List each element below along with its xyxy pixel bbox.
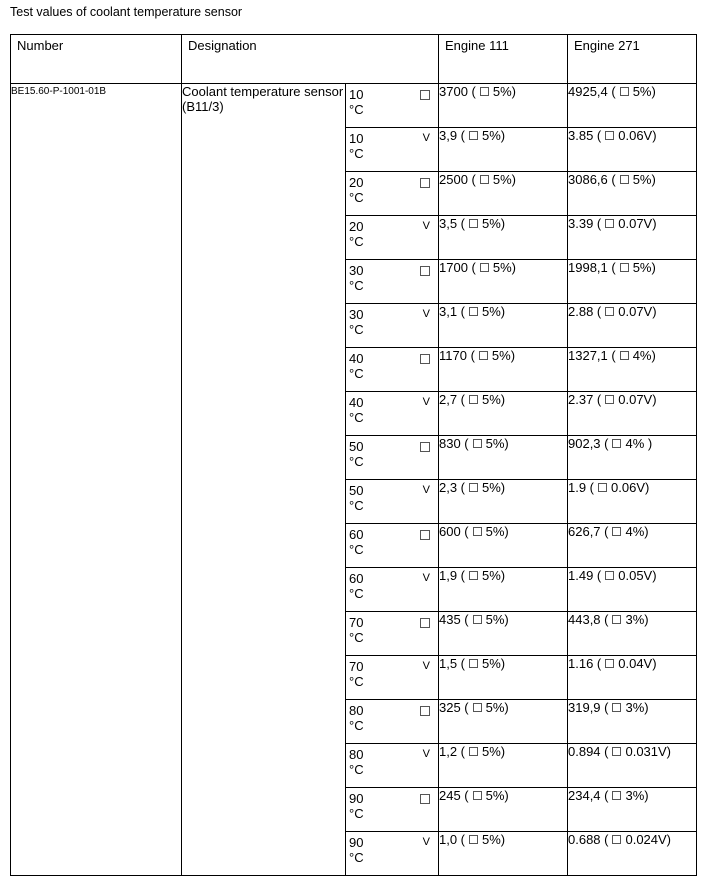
engine-271-nominal: 902,3 ( (568, 436, 609, 451)
tolerance-symbol-icon (473, 615, 482, 624)
tolerance-symbol-icon (469, 747, 478, 756)
temperature-unit: °C (349, 630, 364, 645)
tolerance-symbol-icon (612, 527, 621, 536)
tolerance-symbol-icon (469, 131, 478, 140)
document-number: BE15.60-P-1001-01B (11, 84, 182, 876)
tolerance-symbol-icon (473, 439, 482, 448)
measurement-unit: V (422, 572, 430, 584)
engine-271-value (568, 568, 697, 612)
temperature-unit: °C (349, 190, 364, 205)
engine-111-value (439, 304, 568, 348)
header-engine-111: Engine 111 (439, 35, 568, 84)
test-condition (346, 304, 439, 348)
header-engine-271: Engine 271 (568, 35, 697, 84)
tolerance-symbol-icon (473, 527, 482, 536)
engine-111-value (439, 216, 568, 260)
temperature-value: 50 (349, 439, 364, 454)
engine-271-nominal: 0.688 ( (568, 832, 609, 847)
engine-271-tolerance: 4% ) (625, 436, 653, 451)
header-row (11, 35, 697, 84)
ohm-symbol-icon (420, 354, 430, 364)
temperature-unit: °C (349, 586, 364, 601)
ohm-symbol-icon (420, 706, 430, 716)
engine-271-tolerance: 4%) (632, 348, 656, 363)
engine-111-nominal: 245 ( (439, 788, 469, 803)
engine-111-nominal: 2,3 ( (439, 480, 466, 495)
engine-111-value (439, 700, 568, 744)
engine-111-nominal: 2500 ( (439, 172, 476, 187)
header-designation: Designation (182, 35, 439, 84)
tolerance-symbol-icon (612, 835, 621, 844)
engine-111-tolerance: 5%) (485, 524, 509, 539)
tolerance-symbol-icon (598, 483, 607, 492)
engine-111-tolerance: 5%) (491, 348, 516, 363)
tolerance-symbol-icon (605, 219, 614, 228)
temperature-value: 30 (349, 307, 364, 322)
measurement-unit: V (422, 836, 430, 848)
engine-111-tolerance: 5%) (482, 392, 506, 407)
tolerance-symbol-icon (479, 351, 488, 360)
engine-271-value (568, 84, 697, 128)
engine-271-value (568, 524, 697, 568)
engine-271-nominal: 319,9 ( (568, 700, 609, 715)
temperature-value: 90 (349, 791, 364, 806)
test-condition (346, 128, 439, 172)
engine-111-tolerance: 5%) (482, 568, 506, 583)
measurement-unit: V (422, 396, 430, 408)
engine-271-nominal: 0.894 ( (568, 744, 609, 759)
tolerance-symbol-icon (469, 395, 478, 404)
ohm-symbol-icon (420, 794, 430, 804)
engine-271-value (568, 392, 697, 436)
engine-111-tolerance: 5%) (482, 216, 506, 231)
test-condition (346, 172, 439, 216)
temperature-value: 90 (349, 835, 364, 850)
ohm-symbol-icon (420, 530, 430, 540)
test-condition (346, 392, 439, 436)
engine-111-tolerance: 5%) (485, 788, 509, 803)
tolerance-symbol-icon (480, 87, 489, 96)
tolerance-symbol-icon (612, 703, 621, 712)
engine-271-nominal: 1.16 ( (568, 656, 602, 671)
ohm-symbol-icon (420, 178, 430, 188)
engine-111-nominal: 3,5 ( (439, 216, 466, 231)
engine-111-tolerance: 5%) (482, 832, 506, 847)
engine-271-tolerance: 0.05V) (618, 568, 657, 583)
component-designation: Coolant temperature sensor (B11/3) (182, 84, 346, 876)
tolerance-symbol-icon (605, 659, 614, 668)
engine-271-tolerance: 3%) (625, 788, 649, 803)
engine-271-tolerance: 0.06V) (618, 128, 657, 143)
measurement-unit: V (422, 220, 430, 232)
ohm-symbol-icon (420, 266, 430, 276)
engine-111-nominal: 3,1 ( (439, 304, 466, 319)
engine-111-nominal: 1,2 ( (439, 744, 466, 759)
temperature-unit: °C (349, 762, 364, 777)
temperature-unit: °C (349, 454, 364, 469)
temperature-value: 60 (349, 527, 364, 542)
engine-271-tolerance: 0.07V) (618, 216, 657, 231)
tolerance-symbol-icon (612, 747, 621, 756)
table-row (11, 84, 697, 128)
temperature-value: 60 (349, 571, 364, 586)
engine-271-nominal: 3086,6 ( (568, 172, 616, 187)
temperature-unit: °C (349, 806, 364, 821)
engine-111-nominal: 2,7 ( (439, 392, 466, 407)
engine-111-value (439, 128, 568, 172)
engine-271-value (568, 612, 697, 656)
measurement-unit: V (422, 484, 430, 496)
engine-271-value (568, 304, 697, 348)
engine-271-nominal: 626,7 ( (568, 524, 609, 539)
tolerance-symbol-icon (605, 395, 614, 404)
engine-271-value (568, 480, 697, 524)
tolerance-symbol-icon (612, 439, 621, 448)
ohm-symbol-icon (420, 442, 430, 452)
engine-111-value (439, 568, 568, 612)
engine-111-value (439, 436, 568, 480)
engine-111-tolerance: 5%) (492, 84, 516, 99)
engine-271-value (568, 700, 697, 744)
engine-111-value (439, 788, 568, 832)
engine-111-nominal: 830 ( (439, 436, 469, 451)
temperature-value: 20 (349, 219, 364, 234)
tolerance-symbol-icon (469, 483, 478, 492)
header-number: Number (11, 35, 182, 84)
temperature-value: 80 (349, 747, 364, 762)
temperature-value: 40 (349, 395, 364, 410)
test-condition (346, 744, 439, 788)
engine-111-value (439, 392, 568, 436)
temperature-value: 50 (349, 483, 364, 498)
engine-271-value (568, 128, 697, 172)
tolerance-symbol-icon (612, 615, 621, 624)
test-condition (346, 656, 439, 700)
temperature-value: 10 (349, 131, 364, 146)
engine-271-value (568, 788, 697, 832)
test-condition (346, 788, 439, 832)
test-values-table (10, 34, 697, 876)
temperature-unit: °C (349, 542, 364, 557)
temperature-value: 10 (349, 87, 364, 102)
engine-271-tolerance: 5%) (632, 260, 656, 275)
engine-271-nominal: 3.39 ( (568, 216, 602, 231)
test-condition (346, 84, 439, 128)
engine-111-nominal: 3,9 ( (439, 128, 466, 143)
temperature-value: 30 (349, 263, 364, 278)
tolerance-symbol-icon (620, 263, 629, 272)
engine-111-tolerance: 5%) (482, 128, 506, 143)
tolerance-symbol-icon (469, 659, 478, 668)
tolerance-symbol-icon (480, 263, 489, 272)
engine-111-value (439, 832, 568, 876)
tolerance-symbol-icon (473, 703, 482, 712)
tolerance-symbol-icon (620, 87, 629, 96)
engine-111-value (439, 84, 568, 128)
engine-111-value (439, 524, 568, 568)
engine-111-nominal: 1,0 ( (439, 832, 466, 847)
tolerance-symbol-icon (469, 307, 478, 316)
test-condition (346, 832, 439, 876)
engine-271-tolerance: 0.024V) (625, 832, 672, 847)
engine-271-nominal: 2.37 ( (568, 392, 602, 407)
engine-271-value (568, 436, 697, 480)
temperature-value: 20 (349, 175, 364, 190)
tolerance-symbol-icon (620, 175, 629, 184)
temperature-unit: °C (349, 718, 364, 733)
test-condition (346, 524, 439, 568)
engine-111-value (439, 656, 568, 700)
measurement-unit: V (422, 308, 430, 320)
engine-271-value (568, 216, 697, 260)
tolerance-symbol-icon (605, 307, 614, 316)
temperature-unit: °C (349, 410, 364, 425)
temperature-unit: °C (349, 366, 364, 381)
test-condition (346, 436, 439, 480)
test-condition (346, 612, 439, 656)
engine-271-nominal: 2.88 ( (568, 304, 602, 319)
engine-111-tolerance: 5%) (492, 172, 516, 187)
engine-271-tolerance: 0.07V) (618, 392, 657, 407)
measurement-unit: V (422, 132, 430, 144)
engine-271-nominal: 443,8 ( (568, 612, 609, 627)
engine-111-nominal: 325 ( (439, 700, 469, 715)
temperature-value: 70 (349, 615, 364, 630)
engine-271-tolerance: 5%) (632, 172, 656, 187)
engine-111-tolerance: 5%) (485, 436, 509, 451)
engine-271-tolerance: 3%) (625, 612, 649, 627)
engine-111-tolerance: 5%) (482, 744, 506, 759)
engine-271-nominal: 4925,4 ( (568, 84, 616, 99)
engine-271-value (568, 260, 697, 304)
engine-111-nominal: 600 ( (439, 524, 469, 539)
temperature-unit: °C (349, 102, 364, 117)
engine-271-tolerance: 0.031V) (625, 744, 672, 759)
engine-111-value (439, 480, 568, 524)
tolerance-symbol-icon (620, 351, 629, 360)
engine-111-tolerance: 5%) (482, 304, 506, 319)
engine-111-nominal: 1,9 ( (439, 568, 466, 583)
engine-271-value (568, 656, 697, 700)
temperature-value: 70 (349, 659, 364, 674)
engine-111-value (439, 172, 568, 216)
tolerance-symbol-icon (469, 571, 478, 580)
temperature-unit: °C (349, 322, 364, 337)
test-condition (346, 568, 439, 612)
engine-111-tolerance: 5%) (492, 260, 516, 275)
engine-111-tolerance: 5%) (485, 700, 509, 715)
engine-271-value (568, 348, 697, 392)
temperature-unit: °C (349, 498, 364, 513)
engine-271-tolerance: 0.07V) (618, 304, 657, 319)
engine-271-nominal: 1.9 ( (568, 480, 595, 495)
engine-111-value (439, 348, 568, 392)
engine-271-value (568, 172, 697, 216)
test-condition (346, 480, 439, 524)
engine-271-nominal: 3.85 ( (568, 128, 602, 143)
tolerance-symbol-icon (469, 835, 478, 844)
tolerance-symbol-icon (480, 175, 489, 184)
tolerance-symbol-icon (469, 219, 478, 228)
temperature-unit: °C (349, 850, 364, 865)
ohm-symbol-icon (420, 90, 430, 100)
page-title: Test values of coolant temperature sensor (10, 5, 243, 19)
tolerance-symbol-icon (473, 791, 482, 800)
engine-271-nominal: 1998,1 ( (568, 260, 616, 275)
engine-111-nominal: 1,5 ( (439, 656, 466, 671)
test-condition (346, 700, 439, 744)
engine-111-nominal: 1700 ( (439, 260, 476, 275)
engine-271-tolerance: 0.04V) (618, 656, 657, 671)
tolerance-symbol-icon (605, 131, 614, 140)
engine-271-nominal: 1.49 ( (568, 568, 602, 583)
engine-271-value (568, 744, 697, 788)
measurement-unit: V (422, 660, 430, 672)
engine-111-value (439, 744, 568, 788)
temperature-unit: °C (349, 146, 364, 161)
engine-111-nominal: 1170 ( (439, 348, 475, 363)
engine-111-value (439, 260, 568, 304)
temperature-value: 80 (349, 703, 364, 718)
engine-111-tolerance: 5%) (482, 656, 506, 671)
engine-111-tolerance: 5%) (485, 612, 509, 627)
engine-111-value (439, 612, 568, 656)
test-condition (346, 216, 439, 260)
engine-271-nominal: 234,4 ( (568, 788, 609, 803)
temperature-unit: °C (349, 234, 364, 249)
engine-271-tolerance: 0.06V) (611, 480, 650, 495)
engine-111-nominal: 3700 ( (439, 84, 476, 99)
engine-111-nominal: 435 ( (439, 612, 469, 627)
engine-111-tolerance: 5%) (482, 480, 506, 495)
engine-271-tolerance: 4%) (625, 524, 649, 539)
engine-271-nominal: 1327,1 ( (568, 348, 616, 363)
temperature-unit: °C (349, 674, 364, 689)
engine-271-tolerance: 5%) (632, 84, 656, 99)
temperature-value: 40 (349, 351, 364, 366)
temperature-unit: °C (349, 278, 364, 293)
test-condition (346, 260, 439, 304)
engine-271-tolerance: 3%) (625, 700, 649, 715)
engine-271-value (568, 832, 697, 876)
tolerance-symbol-icon (612, 791, 621, 800)
ohm-symbol-icon (420, 618, 430, 628)
test-condition (346, 348, 439, 392)
tolerance-symbol-icon (605, 571, 614, 580)
measurement-unit: V (422, 748, 430, 760)
